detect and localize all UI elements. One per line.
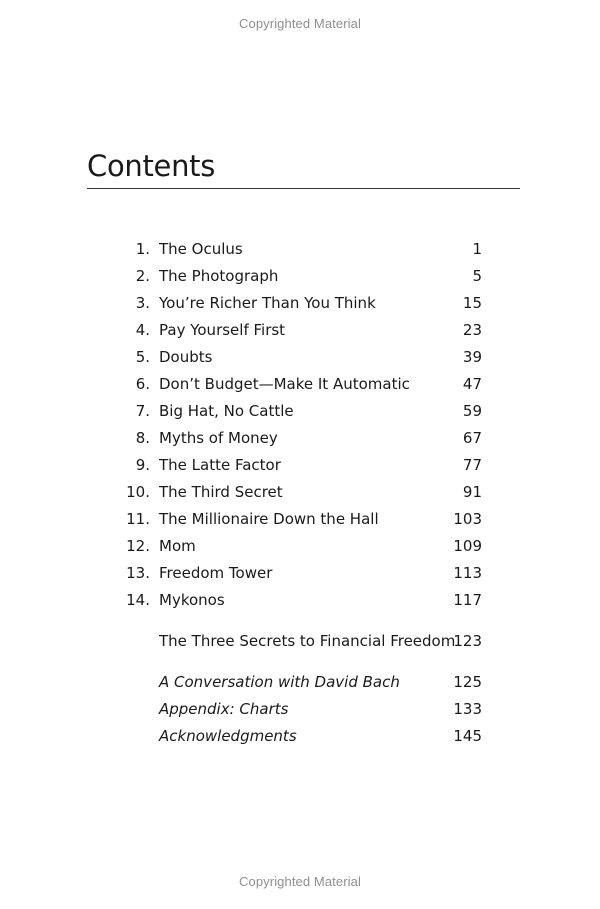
page-number: 47 — [462, 375, 482, 393]
page-number: 5 — [472, 267, 482, 285]
chapter-title: The Third Secret — [159, 483, 283, 501]
title-divider — [87, 188, 520, 189]
page-number: 103 — [453, 510, 482, 528]
chapter-number: 5. — [135, 348, 150, 366]
backmatter-title: Appendix: Charts — [159, 700, 289, 718]
chapter-number: 12. — [126, 537, 150, 555]
backmatter-title: A Conversation with David Bach — [159, 673, 400, 691]
page-number: 117 — [453, 591, 482, 609]
page-number: 125 — [453, 673, 482, 691]
chapter-title: Don’t Budget—Make It Automatic — [159, 375, 410, 393]
toc-entry-conversation[interactable] — [0, 669, 600, 696]
page-number: 133 — [453, 700, 482, 718]
page-number: 77 — [462, 456, 482, 474]
chapter-number: 1. — [135, 240, 150, 258]
chapter-title: The Latte Factor — [159, 456, 281, 474]
chapter-title: Pay Yourself First — [159, 321, 286, 339]
chapter-number: 7. — [135, 402, 150, 420]
chapter-title: Big Hat, No Cattle — [159, 402, 294, 420]
chapter-title: Doubts — [159, 348, 213, 366]
toc-entry-chapter-9[interactable] — [0, 452, 600, 479]
toc-entry-chapter-5[interactable] — [0, 344, 600, 371]
toc-entry-chapter-11[interactable] — [0, 506, 600, 533]
toc-entry-chapter-2[interactable] — [0, 263, 600, 290]
toc-entry-chapter-6[interactable] — [0, 371, 600, 398]
toc-entry-chapter-1[interactable] — [0, 236, 600, 263]
chapter-number: 9. — [135, 456, 150, 474]
toc-entry-chapter-14[interactable] — [0, 587, 600, 614]
toc-entry-chapter-7[interactable] — [0, 398, 600, 425]
toc-entry-appendix[interactable] — [0, 696, 600, 723]
chapter-number: 14. — [126, 591, 150, 609]
page-number: 67 — [462, 429, 482, 447]
page-number: 39 — [462, 348, 482, 366]
chapter-title: You’re Richer Than You Think — [159, 294, 376, 312]
chapter-title: The Photograph — [159, 267, 279, 285]
chapter-number: 3. — [135, 294, 150, 312]
chapter-number: 2. — [135, 267, 150, 285]
chapter-title: The Oculus — [159, 240, 243, 258]
page-title: Contents — [87, 149, 216, 183]
chapter-number: 10. — [126, 483, 150, 501]
backmatter-title: Acknowledgments — [159, 727, 297, 745]
chapter-number: 4. — [135, 321, 150, 339]
chapter-title: Myths of Money — [159, 429, 278, 447]
chapter-title: Mom — [159, 537, 196, 555]
toc-entry-chapter-12[interactable] — [0, 533, 600, 560]
copyright-watermark-top: Copyrighted Material — [239, 16, 361, 31]
toc-entry-chapter-13[interactable] — [0, 560, 600, 587]
toc-entry-acknowledgments[interactable] — [0, 723, 600, 750]
chapter-number: 8. — [135, 429, 150, 447]
page-number: 109 — [453, 537, 482, 555]
chapter-number: 11. — [126, 510, 150, 528]
toc-entry-chapter-10[interactable] — [0, 479, 600, 506]
chapter-number: 13. — [126, 564, 150, 582]
toc-entry-chapter-3[interactable] — [0, 290, 600, 317]
page-number: 91 — [462, 483, 482, 501]
page-number: 145 — [453, 727, 482, 745]
page-number: 123 — [453, 632, 482, 650]
page-number: 59 — [462, 402, 482, 420]
copyright-watermark-bottom: Copyrighted Material — [239, 874, 361, 889]
page-number: 23 — [462, 321, 482, 339]
table-of-contents — [0, 236, 600, 750]
toc-entry-summary[interactable] — [0, 628, 600, 655]
toc-entry-chapter-8[interactable] — [0, 425, 600, 452]
chapter-title: The Millionaire Down the Hall — [159, 510, 379, 528]
chapter-title: Freedom Tower — [159, 564, 273, 582]
chapter-number: 6. — [135, 375, 150, 393]
toc-entry-chapter-4[interactable] — [0, 317, 600, 344]
page-number: 15 — [462, 294, 482, 312]
chapter-title: Mykonos — [159, 591, 225, 609]
page-number: 1 — [472, 240, 482, 258]
summary-title: The Three Secrets to Financial Freedom — [159, 632, 456, 650]
page-number: 113 — [453, 564, 482, 582]
